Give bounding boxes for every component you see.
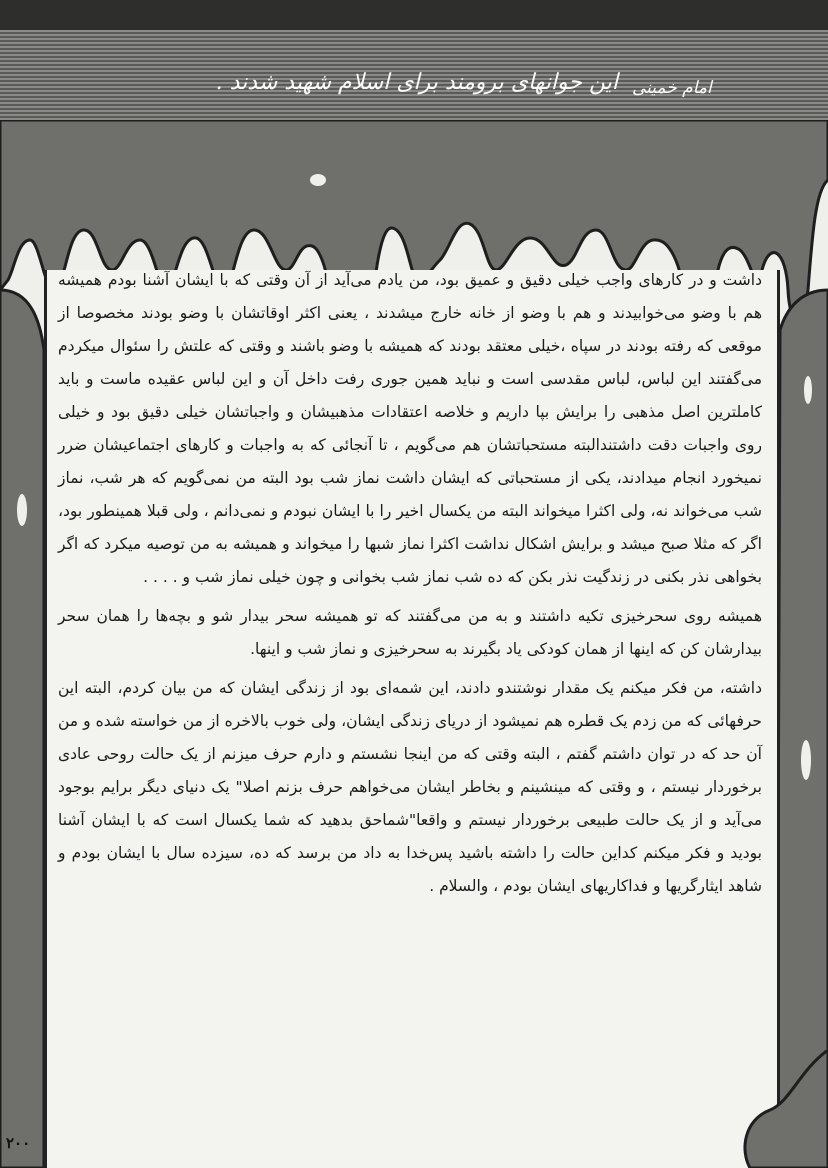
article-body [58, 264, 762, 909]
corner-blob-graphic [730, 1050, 828, 1168]
paragraph-1: داشت و در کارهای واجب خیلی دقیق و عمیق بود، من یادم می‌آید از آن وقتی که با ایشان آشنا بودم همیشه هم با وضو می‌خوابیدند و هم با وضو از خانه خارج میشدند ، یعنی اکثر اوقاتشان با وضو بودند مخصوصا از موقعی که رفته بودند در سپاه ،خیلی معتقد بودند که همیشه با وضو باشند و وقتی که علتش را سئوال میکردم می‌گفتند این لباس، لباس مقدسی است و نباید همین جوری رفت داخل آن و این لباس عقیده ماست و باید کاملترین اصل مذهبی را برایش بپا داریم و خلاصه اعتقادات مذهبیشان و واجباتشان خیلی دقیق بود و خیلی روی واجبات دقت داشتندالبته مستحباتشان هم می‌گویم ، تا آنجائی که به واجبات و کارهای اجتماعیشان ضرر نمیخورد انجام میدادند، یکی از مستحباتی که ایشان داشت نماز شب بود البته من نمی‌گویم که هر شب، نماز شب می‌خواند نه، ولی اکثرا میخواند البته من یکسال اخیر را با ایشان نبودم و نمی‌دانم ، ولی قبلا همینطور بود، اگر که مثلا صبح میشد و برایش اشکال نداشت اکثرا نماز شبها را میخواند و همیشه به من توصیه میکرد که اگر بخواهی نذر بکنی در زندگیت نذر بکن که ده شب نماز شب بخوانی و چون خیلی نماز شب و . . . . [58, 271, 762, 586]
paragraph-3: داشته، من فکر میکنم یک مقدار نوشتندو دادند، این شمه‌ای بود از زندگی ایشان که من بیان کردم، البته این حرفهائی که من زدم یک قطره هم نمیشود از دریای زندگی ایشان، ولی خوب بالاخره از من خواسته شده و من آن حد که در توان داشتم گفتم ، البته وقتی که من اینجا نشستم و دارم حرف میزنم از یک حالت روحی عادی برخوردار نیستم ، و وقتی که مینشینم و بخاطر ایشان می‌خواهم حرف بزنم اصلا" یک دنیای دیگر برایم بوجود می‌آید و از یک حالت طبیعی برخوردار نیستم و واقعا"شماحق بدهید که شما یکسال است که با ایشان آشنا بودید و فکر میکنم کداین حالت را داشته باشید پس‌خدا به داد من برسد که ده، سیزده سال با ایشان بودم و شاهد ایثارگریها و فداکاریهای ایشان بودم ، والسلام . [58, 679, 762, 895]
header-attribution: امام خمینی [632, 78, 712, 98]
header-quote: این جوانهای برومند برای اسلام شهید شدند . [215, 70, 618, 95]
paragraph-2: همیشه روی سحرخیزی تکیه داشتند و به من می‌گفتند که تو همیشه سحر بیدار شو و بچه‌ها را همان سحر بیدارشان کن که اینها از همان کودکی یاد بگیرند به سحرخیزی و نماز شب و اینها. [58, 607, 762, 658]
page-number: ۲۰۰ [6, 1134, 31, 1152]
top-edge [0, 0, 828, 30]
